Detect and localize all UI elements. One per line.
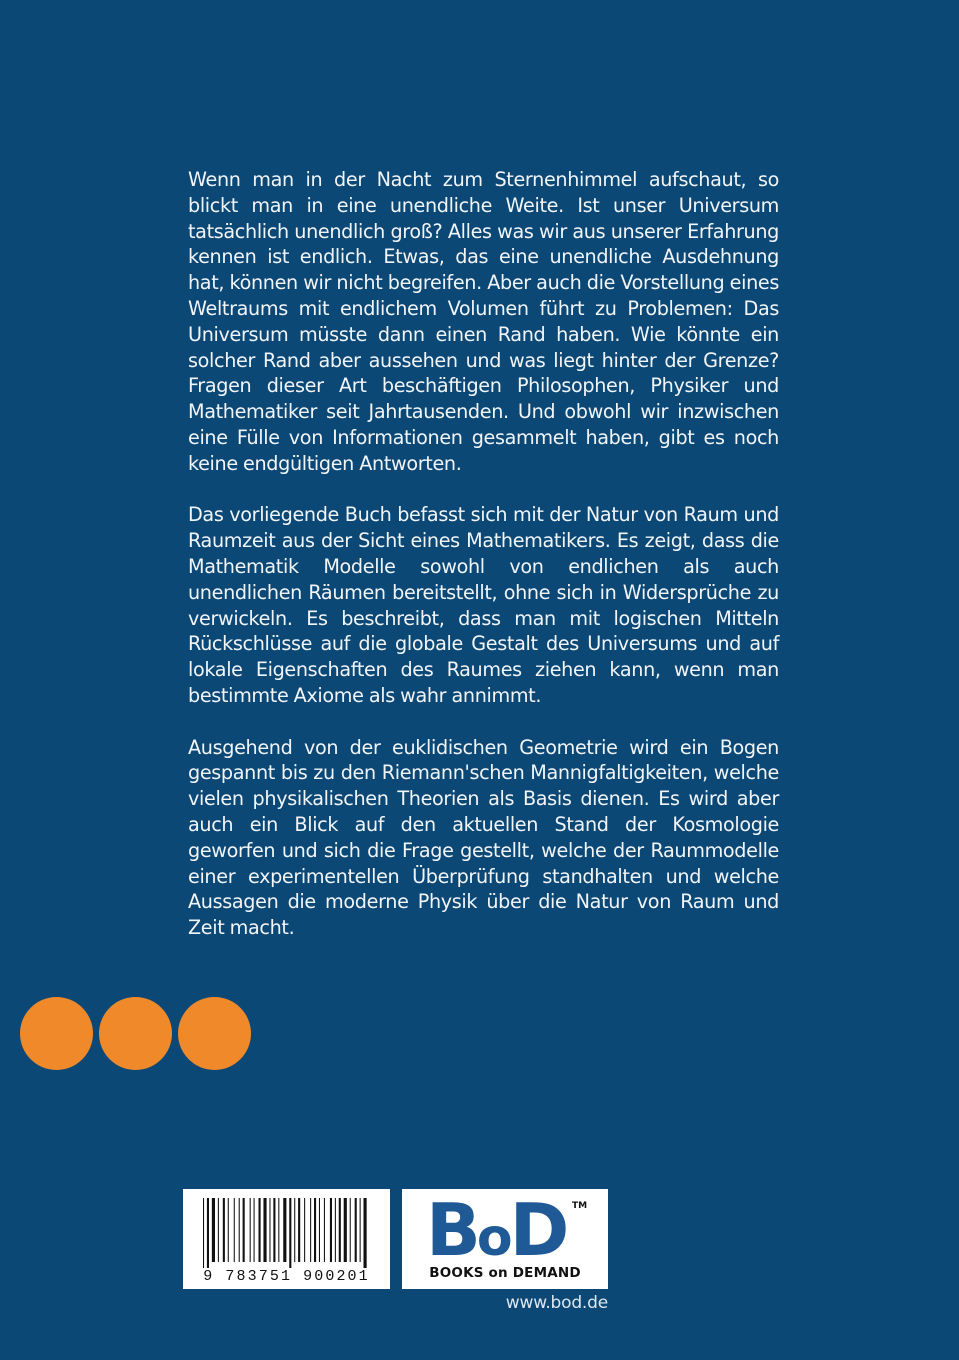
barcode-bar [289,1198,291,1268]
barcode-bar [335,1198,336,1262]
publisher-tagline: BOOKS on DEMAND [429,1265,581,1281]
barcode-bar [212,1198,215,1262]
barcode-bar [239,1198,240,1262]
barcode-bar [250,1198,251,1262]
barcode-bar [207,1198,209,1268]
publisher-logo-box [402,1189,608,1289]
barcode-bar [314,1198,316,1262]
blurb-paragraph-1: Wenn man in der Nacht zum Sternenhimmel aufschaut, so blickt man in eine unendliche Weite. Ist unser Universum tatsächlich unendlich groß? Alles was wir aus unserer Erfahrung kennen ist endlich. Etwas, das eine unendliche Ausdehnung hat, können wir nicht begreifen. Aber auch die Vorstellung eines Weltraums mit endlichem Volumen führt zu Problemen: Das Universum müsste dann einen Rand haben. Wie könnte ein solcher Rand aber aussehen und was liegt hinter der Grenze? Fragen dieser Art beschäftigen Philosophen, Physiker und Mathematiker seit Jahrtausenden. Und obwohl wir inzwischen eine Fülle von Informationen gesammelt haben, gibt es noch keine endgültigen Antworten. [188,168,779,475]
barcode-bar [304,1198,305,1262]
barcode-bar [273,1198,275,1262]
barcode-bar [319,1198,320,1262]
barcode-bar [278,1198,279,1262]
barcode-bar [294,1198,295,1262]
barcode-bar [243,1198,245,1262]
barcode-bar [339,1198,341,1262]
barcode-bar [344,1198,347,1262]
barcode-bar [350,1198,351,1262]
barcode-bar [263,1198,266,1262]
barcode-bar [324,1198,325,1262]
bod-logo-o: o [476,1208,510,1268]
barcode-bar [330,1198,332,1262]
barcode-bar [259,1198,261,1262]
barcode-bar [228,1198,229,1262]
blurb-text [188,167,779,967]
bod-logo [426,1188,566,1273]
bod-logo-d: D [509,1188,566,1272]
publisher-url[interactable]: www.bod.de [505,1293,608,1313]
orange-dot-3 [178,997,251,1070]
orange-dot-2 [99,997,172,1070]
barcode-bar [223,1198,225,1262]
barcode-bar [203,1198,204,1268]
barcode-bar [254,1198,255,1262]
barcode-bar [218,1198,219,1262]
barcode-bar [364,1198,367,1268]
bod-logo-b: B [426,1188,477,1272]
barcode-bar [298,1198,300,1262]
trademark-mark: TM [572,1201,588,1211]
barcode-bars [201,1198,373,1268]
orange-dot-1 [20,997,93,1070]
barcode-bar [269,1198,270,1262]
barcode-bar [360,1198,361,1262]
barcode-bar [310,1198,311,1262]
blurb-paragraph-2: Das vorliegende Buch befasst sich mit der Natur von Raum und Raumzeit aus der Sicht eines Mathematikers. Es zeigt, dass die Mathematik Modelle sowohl von endlichen als auch unendlichen Räumen bereitstellt, ohne sich in Widersprüche zu verwickeln. Es beschreibt, dass man mit logischen Mitteln Rückschlüsse auf die globale Gestalt des Universums und auf lokale Eigenschaften des Raumes ziehen kann, wenn man bestimmte Axiome als wahr annimmt. [188,503,779,707]
isbn-barcode [183,1189,390,1289]
barcode-bar [283,1198,286,1262]
barcode-bar [234,1198,235,1262]
blurb-paragraph-3: Ausgehend von der euklidischen Geometrie wird ein Bogen gespannt bis zu den Riemann'schen Mannigfaltigkeiten, welche vielen physikalischen Theorien als Basis dienen. Es wird aber auch ein Blick auf den aktuellen Stand der Kosmologie geworfen und sich die Frage gestellt, welche der Raummodelle einer experimentellen Überprüfung standhalten und welche Aussagen die moderne Physik über die Natur von Raum und Zeit macht. [188,735,779,940]
barcode-bar [355,1198,357,1262]
isbn-number: 9 783751 900201 [203,1268,370,1285]
